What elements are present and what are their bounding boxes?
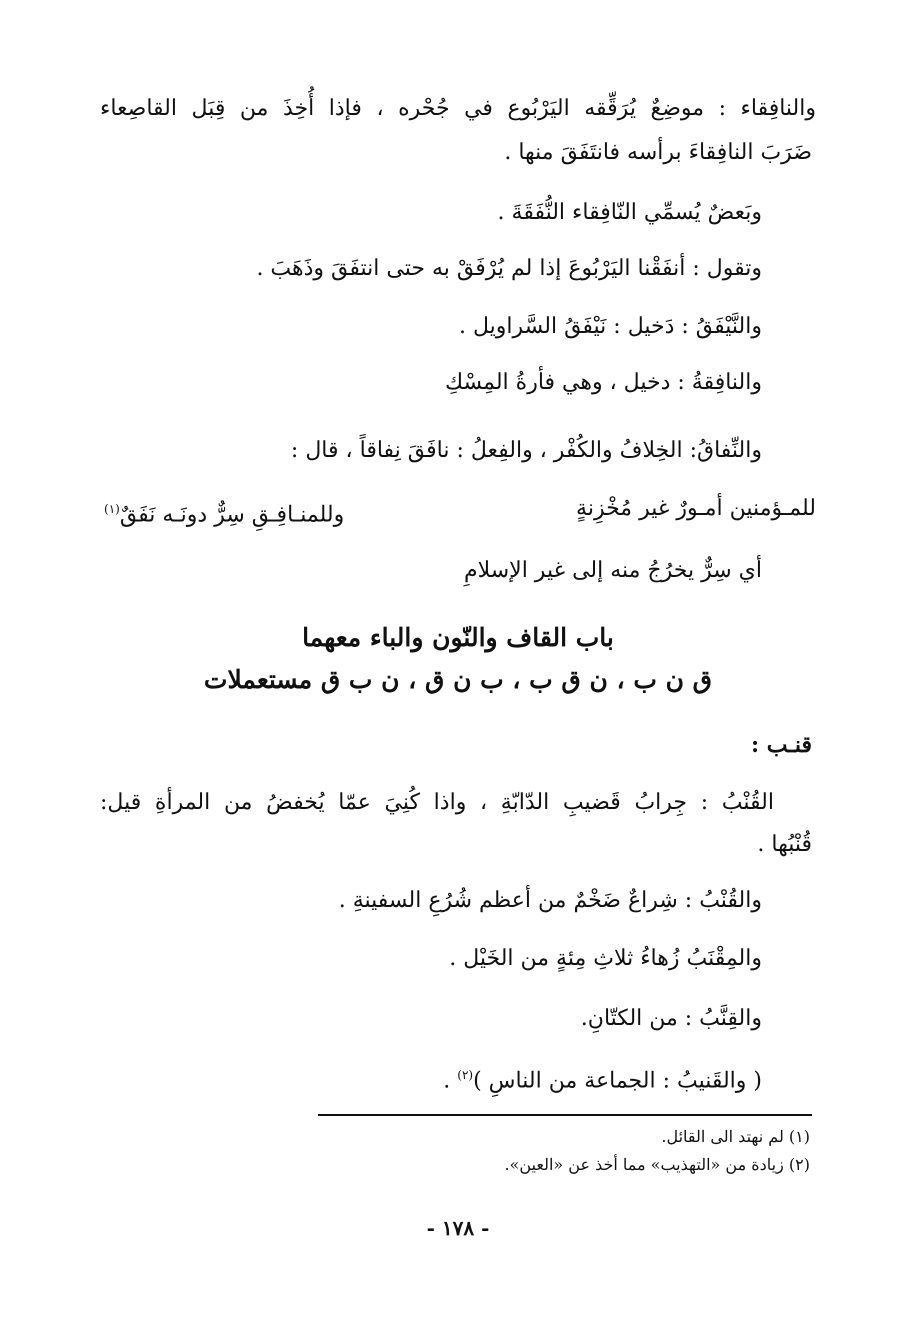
verse-second-hemistich xyxy=(104,494,344,530)
verse-first-hemistich: للمـؤمنين أمـورٌ غير مُخْزِنةٍ xyxy=(576,496,816,521)
verse-second-text: وللمنـافِـقِ سِرٌّ دونَـه نَفَقٌ xyxy=(119,502,345,528)
body-line-5: والنَّيْفَقُ : دَخيل : نَيْفَقُ السَّراويل . xyxy=(458,314,762,339)
footnote-marker-2: (٢) xyxy=(457,1068,474,1082)
body-line-1: والنافِقاء : موضِعٌ يُرَقِّقه اليَرْبُوع في جُحْره ، فإذا أُخِذَ من قِبَل القاصِعاء xyxy=(100,96,816,121)
body-line-7: والنِّفاقُ: الخِلافُ والكُفْر ، والفِعلُ : نافَقَ نِفاقاً ، قال : xyxy=(290,438,762,463)
page-number: - ١٧٨ - xyxy=(426,1216,490,1240)
entry-line-1: القُنْبُ : جِرابُ قَضيبِ الدّابّةِ ، واذا كُنِيَ عمّا يُخفضُ من المرأةِ قيل: xyxy=(100,790,774,815)
entry-line-6-text: ( والقَنيبُ : الجماعة من الناسِ ) xyxy=(473,1068,762,1094)
entry-line-4: والمِقْنَبُ زُهاءُ ثلاثِ مِئةٍ من الخَيْل . xyxy=(449,946,762,971)
entry-head: قنـب : xyxy=(751,732,812,758)
entry-line-6-tail: . xyxy=(443,1068,451,1094)
entry-line-3: والقُنْبُ : شِراعٌ ضَخْمٌ من أعظم شُرُعِ السفينةِ . xyxy=(338,888,762,913)
footnote-marker-1: (١) xyxy=(104,502,120,516)
footnote-2: (٢) زيادة من «التهذيب» مما أخذ عن «العين». xyxy=(504,1155,810,1174)
body-line-3: وبَعضٌ يُسمِّي النّافِقاء النُّفَقَةَ . xyxy=(497,200,762,225)
body-line-6: والنافِقةُ : دخيل ، وهي فأرةُ المِسْكِ xyxy=(444,370,762,395)
section-subtitle: ق ن ب ، ن ق ب ، ب ن ق ، ن ب ق مستعملات xyxy=(203,665,713,694)
footnote-1: (١) لم نهتد الى القائل. xyxy=(661,1127,810,1146)
verse xyxy=(104,494,816,530)
entry-line-5: والقِنَّبُ : من الكتّانِ. xyxy=(580,1006,762,1031)
section-title: باب القاف والنّون والباء معهما xyxy=(302,623,614,652)
footnote-separator xyxy=(318,1114,812,1116)
entry-line-6 xyxy=(443,1060,762,1096)
body-line-2: ضَرَبَ النافِقاءَ برأسه فانتَفَقَ منها . xyxy=(504,140,812,165)
verse-gloss: أي سِرٌّ يخرُجُ منه إلى غير الإسلامِ xyxy=(463,558,762,583)
body-line-4: وتقول : أنفَقْنا اليَرْبُوعَ إذا لم يُرْفَقْ به حتى انتفَقَ وذَهَبَ . xyxy=(256,256,762,281)
entry-line-2: قُنْبُها . xyxy=(757,832,812,857)
